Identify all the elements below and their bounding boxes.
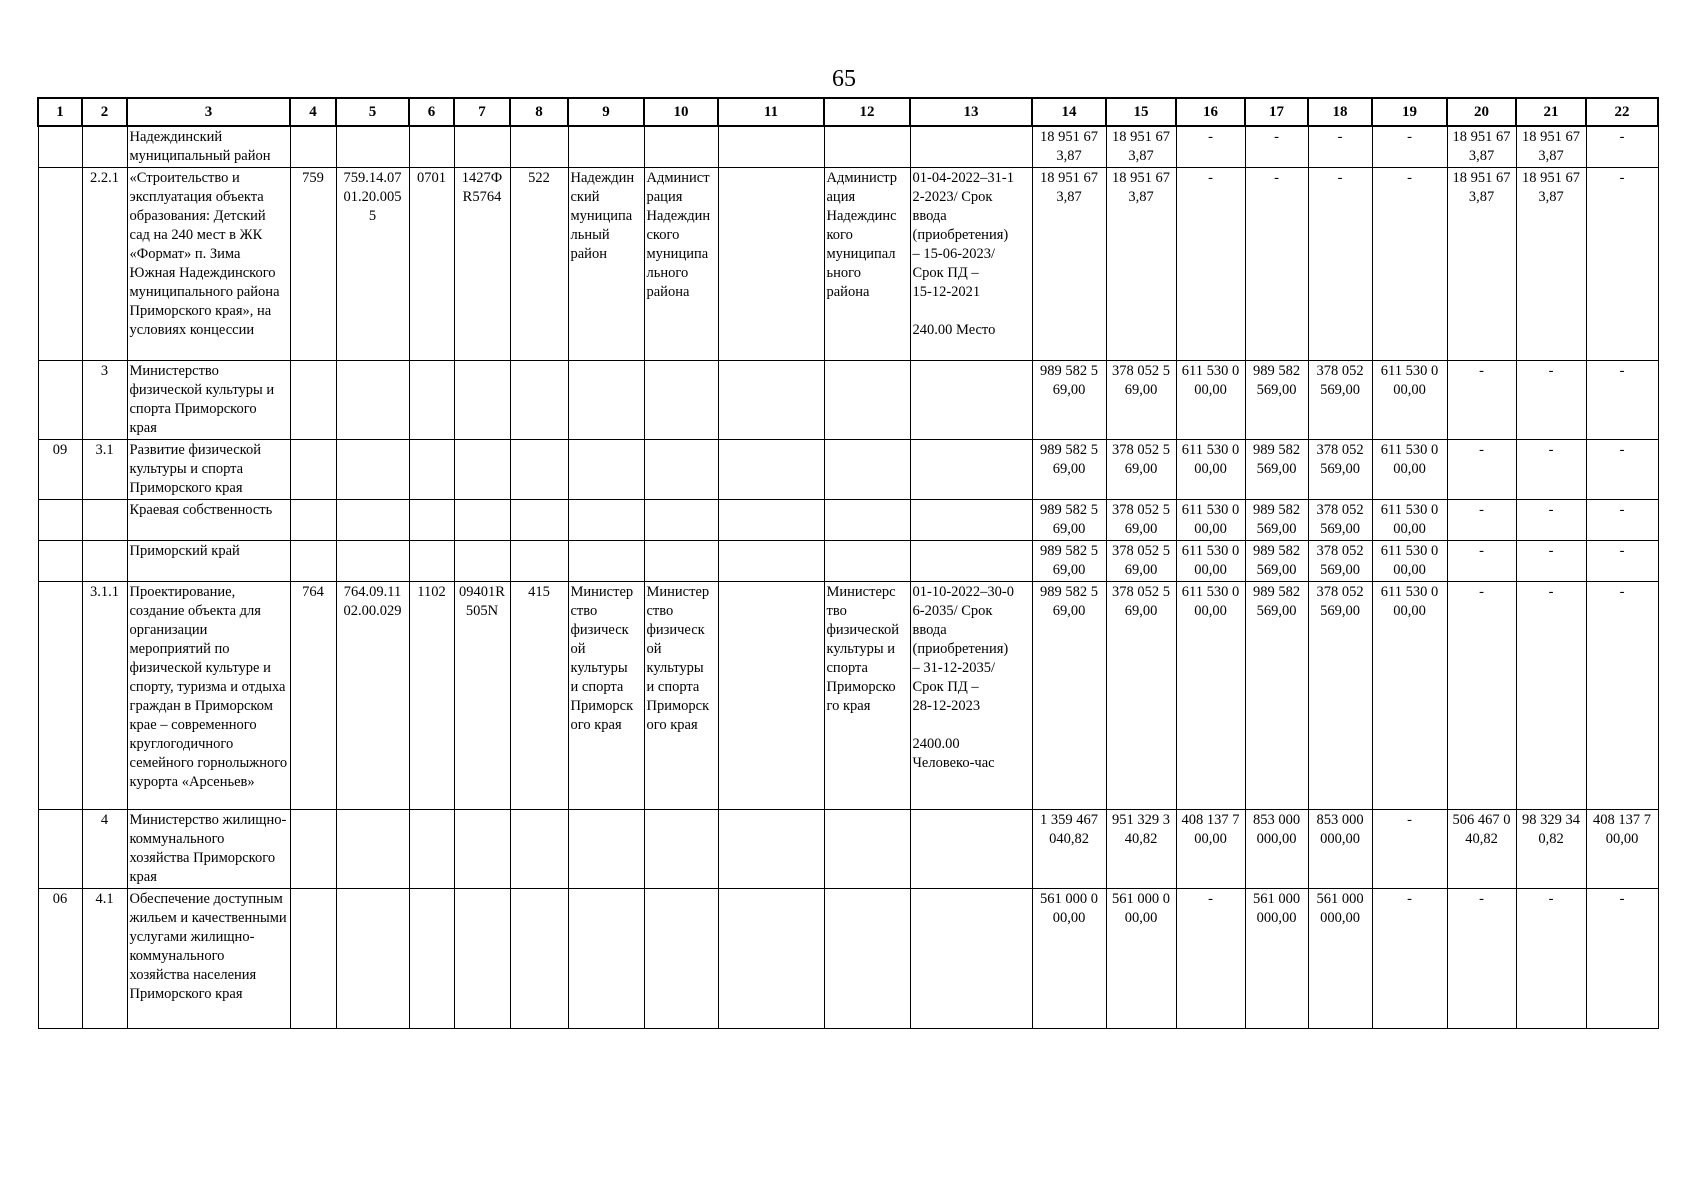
amount-cell: -	[1586, 582, 1658, 810]
amount-cell: -	[1586, 500, 1658, 541]
amount-cell: -	[1308, 126, 1372, 168]
number-cell: 2.2.1	[82, 168, 127, 361]
amount-cell: 561 000 0 00,00	[1106, 889, 1176, 1029]
number-cell: 3	[82, 361, 127, 440]
amount-cell: 378 052 569,00	[1308, 541, 1372, 582]
column-header: 19	[1372, 98, 1447, 126]
text-cell: Админист рация Надеждин ского муниципа льного района	[644, 168, 718, 361]
code-cell	[336, 541, 409, 582]
amount-cell: 18 951 67 3,87	[1516, 126, 1586, 168]
name-cell: Приморский край	[127, 541, 290, 582]
text-cell	[824, 541, 910, 582]
amount-cell: 1 359 467 040,82	[1032, 810, 1106, 889]
amount-cell: -	[1447, 361, 1516, 440]
amount-cell: 611 530 0 00,00	[1372, 440, 1447, 500]
code-cell	[510, 541, 568, 582]
code-cell	[336, 361, 409, 440]
column-header: 13	[910, 98, 1032, 126]
amount-cell: -	[1245, 168, 1308, 361]
amount-cell: 611 530 0 00,00	[1372, 541, 1447, 582]
text-cell	[718, 126, 824, 168]
code-cell: 759.14.07 01.20.005 5	[336, 168, 409, 361]
amount-cell: 378 052 5 69,00	[1106, 440, 1176, 500]
column-header: 21	[1516, 98, 1586, 126]
name-cell: «Строительство и эксплуатация объекта образования: Детский сад на 240 мест в ЖК «Формат» п. Зима Южная Надеждинского муниципального района Приморского края», на условиях концессии	[127, 168, 290, 361]
table-row	[38, 889, 1658, 1029]
text-cell	[824, 361, 910, 440]
code-cell	[290, 126, 336, 168]
amount-cell: 989 582 5 69,00	[1032, 582, 1106, 810]
amount-cell: -	[1516, 582, 1586, 810]
text-cell	[718, 361, 824, 440]
amount-cell: -	[1447, 440, 1516, 500]
code-cell	[38, 810, 82, 889]
data-table	[37, 97, 1659, 1029]
column-header: 20	[1447, 98, 1516, 126]
code-cell: 09	[38, 440, 82, 500]
code-cell	[38, 168, 82, 361]
text-cell	[910, 541, 1032, 582]
text-cell: Министер ство физическ ой культуры и спорта Приморск ого края	[644, 582, 718, 810]
code-cell	[454, 541, 510, 582]
column-header: 9	[568, 98, 644, 126]
code-cell: 0701	[409, 168, 454, 361]
column-header: 5	[336, 98, 409, 126]
column-header: 3	[127, 98, 290, 126]
code-cell: 522	[510, 168, 568, 361]
text-cell	[644, 810, 718, 889]
table-row	[38, 541, 1658, 582]
text-cell	[910, 889, 1032, 1029]
table-row	[38, 168, 1658, 361]
amount-cell: 378 052 5 69,00	[1106, 500, 1176, 541]
text-cell	[644, 361, 718, 440]
code-cell	[290, 361, 336, 440]
amount-cell: -	[1176, 126, 1245, 168]
amount-cell: -	[1586, 168, 1658, 361]
code-cell	[454, 440, 510, 500]
column-header: 16	[1176, 98, 1245, 126]
amount-cell: 408 137 7 00,00	[1176, 810, 1245, 889]
code-cell	[409, 126, 454, 168]
code-cell	[409, 889, 454, 1029]
amount-cell: 989 582 569,00	[1245, 541, 1308, 582]
amount-cell: 989 582 5 69,00	[1032, 500, 1106, 541]
name-cell: Надеждинский муниципальный район	[127, 126, 290, 168]
name-cell: Министерство жилищно-коммунального хозяйства Приморского края	[127, 810, 290, 889]
amount-cell: 18 951 67 3,87	[1032, 168, 1106, 361]
column-header: 4	[290, 98, 336, 126]
amount-cell: -	[1372, 889, 1447, 1029]
code-cell	[454, 361, 510, 440]
amount-cell: 611 530 0 00,00	[1176, 582, 1245, 810]
column-header: 22	[1586, 98, 1658, 126]
text-cell	[568, 810, 644, 889]
table-body	[38, 126, 1658, 1029]
text-cell	[644, 500, 718, 541]
amount-cell: 853 000 000,00	[1308, 810, 1372, 889]
amount-cell: 408 137 7 00,00	[1586, 810, 1658, 889]
name-cell: Обеспечение доступным жильем и качественными услугами жилищно-коммунального хозяйства населения Приморского края	[127, 889, 290, 1029]
amount-cell: 18 951 67 3,87	[1106, 168, 1176, 361]
code-cell	[510, 500, 568, 541]
text-cell	[824, 810, 910, 889]
amount-cell: 989 582 569,00	[1245, 582, 1308, 810]
code-cell: 06	[38, 889, 82, 1029]
amount-cell: 378 052 5 69,00	[1106, 361, 1176, 440]
code-cell	[38, 582, 82, 810]
code-cell	[336, 500, 409, 541]
text-cell	[718, 889, 824, 1029]
number-cell	[82, 541, 127, 582]
text-cell: Министер ство физическ ой культуры и спорта Приморск ого края	[568, 582, 644, 810]
amount-cell: -	[1447, 582, 1516, 810]
amount-cell: -	[1176, 889, 1245, 1029]
text-cell	[644, 541, 718, 582]
code-cell	[409, 541, 454, 582]
amount-cell: 611 530 0 00,00	[1372, 361, 1447, 440]
amount-cell: -	[1586, 440, 1658, 500]
column-header: 12	[824, 98, 910, 126]
text-cell: Администр ация Надеждинс кого муниципал ьного района	[824, 168, 910, 361]
text-cell	[718, 440, 824, 500]
amount-cell: 378 052 569,00	[1308, 440, 1372, 500]
text-cell	[718, 500, 824, 541]
amount-cell: -	[1308, 168, 1372, 361]
amount-cell: 611 530 0 00,00	[1176, 500, 1245, 541]
code-cell	[38, 500, 82, 541]
code-cell	[409, 440, 454, 500]
code-cell	[510, 440, 568, 500]
amount-cell: -	[1516, 500, 1586, 541]
text-cell	[568, 541, 644, 582]
amount-cell: 561 000 000,00	[1245, 889, 1308, 1029]
text-cell	[824, 500, 910, 541]
page-number: 65	[832, 66, 856, 92]
column-header: 8	[510, 98, 568, 126]
amount-cell: 611 530 0 00,00	[1176, 440, 1245, 500]
code-cell	[510, 126, 568, 168]
code-cell: 759	[290, 168, 336, 361]
name-cell: Министерство физической культуры и спорта Приморского края	[127, 361, 290, 440]
table-row	[38, 361, 1658, 440]
code-cell	[409, 500, 454, 541]
code-cell: 415	[510, 582, 568, 810]
text-cell	[910, 361, 1032, 440]
text-cell	[824, 126, 910, 168]
table-row	[38, 500, 1658, 541]
code-cell: 764	[290, 582, 336, 810]
number-cell: 3.1	[82, 440, 127, 500]
column-header: 17	[1245, 98, 1308, 126]
code-cell	[454, 500, 510, 541]
amount-cell: 18 951 67 3,87	[1106, 126, 1176, 168]
code-cell	[454, 810, 510, 889]
amount-cell: 378 052 569,00	[1308, 500, 1372, 541]
text-cell	[824, 889, 910, 1029]
code-cell	[38, 126, 82, 168]
code-cell	[510, 810, 568, 889]
text-cell	[718, 541, 824, 582]
amount-cell: -	[1586, 361, 1658, 440]
code-cell: 09401R 505N	[454, 582, 510, 810]
text-cell	[718, 810, 824, 889]
amount-cell: 18 951 67 3,87	[1447, 168, 1516, 361]
amount-cell: 18 951 67 3,87	[1447, 126, 1516, 168]
text-cell	[568, 889, 644, 1029]
code-cell: 764.09.11 02.00.029	[336, 582, 409, 810]
amount-cell: -	[1586, 541, 1658, 582]
amount-cell: -	[1372, 168, 1447, 361]
code-cell	[409, 810, 454, 889]
amount-cell: -	[1447, 500, 1516, 541]
amount-cell: -	[1447, 541, 1516, 582]
number-cell	[82, 126, 127, 168]
code-cell	[290, 541, 336, 582]
amount-cell: 853 000 000,00	[1245, 810, 1308, 889]
code-cell	[290, 810, 336, 889]
code-cell	[290, 889, 336, 1029]
code-cell	[510, 361, 568, 440]
amount-cell: -	[1372, 126, 1447, 168]
code-cell	[336, 810, 409, 889]
table-row	[38, 126, 1658, 168]
text-cell	[644, 440, 718, 500]
table-row	[38, 810, 1658, 889]
column-header: 1	[38, 98, 82, 126]
text-cell	[568, 126, 644, 168]
amount-cell: 18 951 67 3,87	[1516, 168, 1586, 361]
amount-cell: 561 000 0 00,00	[1032, 889, 1106, 1029]
amount-cell: -	[1516, 541, 1586, 582]
amount-cell: 611 530 0 00,00	[1372, 500, 1447, 541]
amount-cell: -	[1245, 126, 1308, 168]
text-cell	[568, 440, 644, 500]
code-cell	[454, 126, 510, 168]
name-cell: Проектирование, создание объекта для организации мероприятий по физической культуре и спорту, туризма и отдыха граждан в Приморском крае – современного круглогодичного семейного горнолыжного курорта «Арсеньев»	[127, 582, 290, 810]
column-header: 11	[718, 98, 824, 126]
column-header: 10	[644, 98, 718, 126]
code-cell	[290, 440, 336, 500]
text-cell	[910, 440, 1032, 500]
amount-cell: 989 582 5 69,00	[1032, 541, 1106, 582]
amount-cell: -	[1176, 168, 1245, 361]
text-cell: Надеждин ский муниципа льный район	[568, 168, 644, 361]
code-cell	[510, 889, 568, 1029]
amount-cell: 989 582 5 69,00	[1032, 440, 1106, 500]
text-cell	[910, 126, 1032, 168]
amount-cell: 378 052 569,00	[1308, 582, 1372, 810]
text-cell: 01-10-2022–30-0 6-2035/ Срок ввода (приобретения) – 31-12-2035/ Срок ПД – 28-12-2023 2400.00 Человеко-час	[910, 582, 1032, 810]
number-cell: 3.1.1	[82, 582, 127, 810]
text-cell	[568, 500, 644, 541]
table-row	[38, 440, 1658, 500]
name-cell: Развитие физической культуры и спорта Приморского края	[127, 440, 290, 500]
text-cell: 01-04-2022–31-1 2-2023/ Срок ввода (приобретения) – 15-06-2023/ Срок ПД – 15-12-2021 240.00 Место	[910, 168, 1032, 361]
amount-cell: 611 530 0 00,00	[1372, 582, 1447, 810]
code-cell	[336, 440, 409, 500]
amount-cell: -	[1516, 889, 1586, 1029]
amount-cell: -	[1516, 440, 1586, 500]
text-cell	[910, 500, 1032, 541]
text-cell	[718, 168, 824, 361]
number-cell	[82, 500, 127, 541]
text-cell: Министерс тво физической культуры и спорта Приморско го края	[824, 582, 910, 810]
amount-cell: 989 582 5 69,00	[1032, 361, 1106, 440]
text-cell	[910, 810, 1032, 889]
column-header: 2	[82, 98, 127, 126]
amount-cell: 378 052 5 69,00	[1106, 582, 1176, 810]
amount-cell: -	[1447, 889, 1516, 1029]
column-header: 7	[454, 98, 510, 126]
column-header: 18	[1308, 98, 1372, 126]
column-header: 14	[1032, 98, 1106, 126]
text-cell	[644, 126, 718, 168]
amount-cell: 506 467 0 40,82	[1447, 810, 1516, 889]
column-header: 15	[1106, 98, 1176, 126]
table-row	[38, 582, 1658, 810]
amount-cell: 18 951 67 3,87	[1032, 126, 1106, 168]
code-cell	[38, 541, 82, 582]
text-cell	[644, 889, 718, 1029]
number-cell: 4	[82, 810, 127, 889]
name-cell: Краевая собственность	[127, 500, 290, 541]
amount-cell: 561 000 000,00	[1308, 889, 1372, 1029]
header-row	[38, 98, 1658, 126]
code-cell: 1102	[409, 582, 454, 810]
amount-cell: 98 329 34 0,82	[1516, 810, 1586, 889]
code-cell	[336, 889, 409, 1029]
amount-cell: 611 530 0 00,00	[1176, 541, 1245, 582]
code-cell	[336, 126, 409, 168]
amount-cell: 989 582 569,00	[1245, 440, 1308, 500]
code-cell	[290, 500, 336, 541]
text-cell	[568, 361, 644, 440]
column-header: 6	[409, 98, 454, 126]
amount-cell: -	[1586, 126, 1658, 168]
amount-cell: -	[1586, 889, 1658, 1029]
amount-cell: -	[1372, 810, 1447, 889]
amount-cell: 951 329 3 40,82	[1106, 810, 1176, 889]
code-cell	[454, 889, 510, 1029]
amount-cell: 378 052 569,00	[1308, 361, 1372, 440]
amount-cell: 989 582 569,00	[1245, 500, 1308, 541]
text-cell	[718, 582, 824, 810]
code-cell	[409, 361, 454, 440]
amount-cell: 611 530 0 00,00	[1176, 361, 1245, 440]
code-cell: 1427Ф R5764	[454, 168, 510, 361]
amount-cell: -	[1516, 361, 1586, 440]
text-cell	[824, 440, 910, 500]
amount-cell: 989 582 569,00	[1245, 361, 1308, 440]
amount-cell: 378 052 5 69,00	[1106, 541, 1176, 582]
code-cell	[38, 361, 82, 440]
number-cell: 4.1	[82, 889, 127, 1029]
